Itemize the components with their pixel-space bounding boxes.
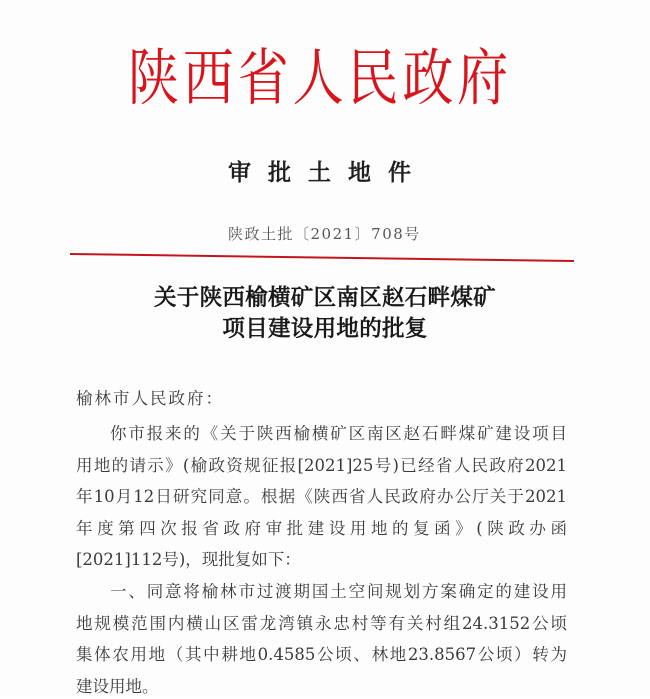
red-divider-line: [70, 253, 574, 262]
issuer-header: 陕西省人民政府: [128, 43, 513, 115]
document-number: 陕政土批〔2021〕708号: [228, 225, 421, 243]
body-line-8: 集体农用地（其中耕地0.4585公顷、林地23.8567公顷）转为: [76, 645, 567, 664]
body-line-9: 建设用地。: [76, 677, 159, 696]
salutation: 榆林市人民政府：: [76, 389, 224, 408]
body-line-2: 用地的请示》(榆政资规征报[2021]25号)已经省人民政府2021: [76, 456, 567, 475]
body-line-7: 地规模范围内横山区雷龙湾镇永忠村等有关村组24.3152公顷: [76, 614, 567, 633]
body-line-3: 年10月12日研究同意。根据《陕西省人民政府办公厅关于2021: [76, 487, 567, 506]
body-line-1: 你市报来的《关于陕西榆横矿区南区赵石畔煤矿建设项目: [110, 424, 567, 443]
body-line-6: 一、同意将榆林市过渡期国土空间规划方案确定的建设用: [110, 582, 567, 601]
document-title-line-1: 关于陕西榆横矿区南区赵石畔煤矿: [153, 285, 496, 311]
body-line-5: [2021]112号)，现批复如下：: [76, 550, 301, 569]
document-type: 审批土地件: [228, 159, 428, 186]
body-line-4: 年度第四次报省政府审批建设用地的复函》(陕政办函: [76, 519, 567, 538]
document-title-line-2: 项目建设用地的批复: [222, 316, 428, 342]
